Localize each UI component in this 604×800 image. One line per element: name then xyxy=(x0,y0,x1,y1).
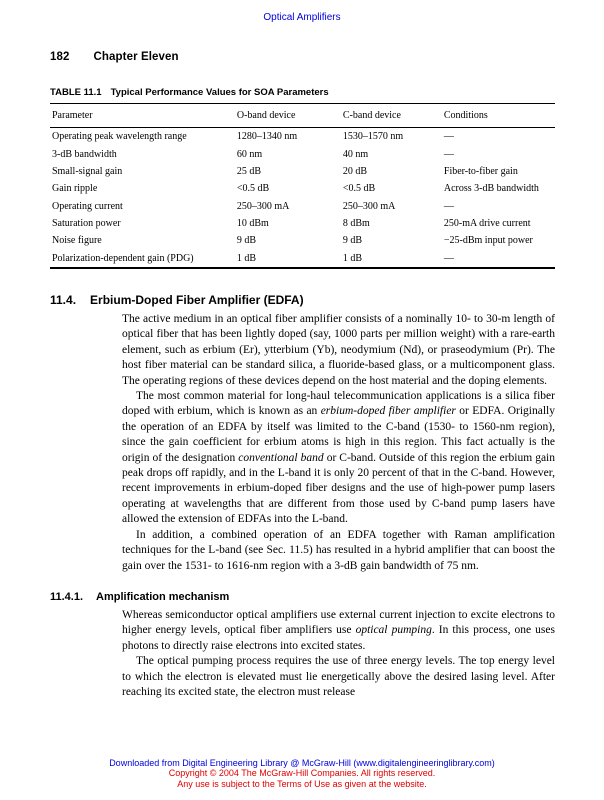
table-column-header: Conditions xyxy=(444,104,555,128)
text-run: The optical pumping process requires the use of three energy levels. The top energy level to which the electron is elevated must lie energetically above the desired lasing level. After reaching its excited state, the electron must release xyxy=(122,655,555,698)
soa-parameters-table xyxy=(50,103,555,269)
text-run: In addition, a combined operation of an EDFA together with Raman amplification techniques for the L-band (see Sec. 11.5) has resulted in a hybrid amplifier that can boost the gain over the 1531- to 1616-nm region with a 3-dB gain bandwidth of 75 nm. xyxy=(122,528,555,572)
footer-copyright-notice: Copyright © 2004 The McGraw-Hill Companies. All rights reserved. xyxy=(168,768,436,778)
subsection-title: Amplification mechanism xyxy=(96,590,230,603)
table-cell: 9 dB xyxy=(236,235,257,247)
subsection-body xyxy=(122,608,555,700)
section-body xyxy=(122,312,555,574)
table-body xyxy=(50,128,555,269)
table-cell: — xyxy=(443,131,454,143)
table-cell: 60 nm xyxy=(236,148,263,160)
subsection-number: 11.4.1. xyxy=(50,590,84,603)
table-row xyxy=(50,145,555,162)
text-run: or EDFA. Originally the operation of an EDFA by itself was limited to the C-band (1530- to 1560-nm region), since the gain coefficient for erbium atoms is high in this region. This fact actually is the origin of the designation xyxy=(122,405,556,464)
table-cell: 250–300 mA xyxy=(236,200,290,212)
text-run: or C-band. Outside of this region the erbium gain peak drops off rapidly, and in the L-band it is only 20 percent of that in the C-band. However, recent improvements in erbium-doped fiber designs and the use of high-power pump lasers operating at wavelengths that are different from those used by C-band pump lasers have allowed the extension of EDFAs into the L-band. xyxy=(122,451,555,526)
table-cell: 1530–1570 nm xyxy=(342,131,404,143)
table-cell: Gain ripple xyxy=(52,183,98,195)
body-paragraph xyxy=(122,389,555,528)
table-cell: 1 dB xyxy=(236,252,257,264)
table-caption-title: Typical Performance Values for SOA Parameters xyxy=(110,87,329,98)
text-run: The active medium in an optical fiber amplifier consists of a nominally 10- to 30-m length of optical fiber that has been lightly doped (say, 1000 parts per million weight) with a rare-earth element, such as erbium (Er), ytterbium (Yb), neodymium (Nd), or praseodymium (Pr). The host fiber material can be standard silica, a fluoride-based glass, or a multicomponent glass. The operating regions of these devices depend on the host material and the doping elements. xyxy=(122,313,555,387)
table-cell: 40 nm xyxy=(342,148,369,160)
table-row xyxy=(50,232,555,249)
body-paragraph xyxy=(122,608,555,654)
table-cell: Fiber-to-fiber gain xyxy=(443,165,518,177)
table-cell: — xyxy=(443,200,454,212)
table-row xyxy=(50,180,555,197)
table-cell: 8 dBm xyxy=(342,218,370,230)
body-paragraph xyxy=(122,528,555,574)
section-title: Erbium-Doped Fiber Amplifier (EDFA) xyxy=(90,293,304,307)
table-column-header: O-band device xyxy=(237,104,343,128)
table-caption-label: TABLE 11.1 xyxy=(50,87,102,98)
text-run: . In this process, one uses photons to directly raise electrons into excited states. xyxy=(122,624,555,652)
section-heading-11-4 xyxy=(50,293,555,307)
table-cell: — xyxy=(443,148,454,160)
table-cell: 9 dB xyxy=(342,235,363,247)
footer-download-link[interactable]: Downloaded from Digital Engineering Library @ McGraw-Hill (www.digitalengineeringlibrary.com) xyxy=(109,757,495,768)
table-row xyxy=(50,163,555,180)
table-row xyxy=(50,128,555,146)
page-content xyxy=(0,51,604,700)
table-column-header: Parameter xyxy=(50,104,237,128)
text-run: The most common material for long-haul telecommunication applications is a silica fiber doped with erbium, which is known as an xyxy=(122,390,555,418)
running-head: Optical Amplifiers xyxy=(263,12,341,23)
emphasized-text: conventional band xyxy=(238,451,324,464)
subsection-heading-11-4-1 xyxy=(50,591,555,603)
table-cell: Operating current xyxy=(52,200,123,212)
body-paragraph xyxy=(122,312,555,389)
emphasized-text: erbium-doped fiber amplifier xyxy=(320,405,456,418)
table-cell: Polarization-dependent gain (PDG) xyxy=(52,252,194,264)
table-header-row xyxy=(50,104,555,128)
table-cell: 25 dB xyxy=(236,165,262,177)
table-row xyxy=(50,215,555,232)
footer-terms-notice: Any use is subject to the Terms of Use as given at the website. xyxy=(177,778,427,789)
table-row xyxy=(50,250,555,268)
table-column-header: C-band device xyxy=(343,104,444,128)
table-cell: 20 dB xyxy=(342,165,368,177)
section-number: 11.4. xyxy=(50,293,77,307)
chapter-header xyxy=(50,51,555,63)
table-caption xyxy=(50,87,555,98)
body-paragraph xyxy=(122,654,555,700)
table-cell: Operating peak wavelength range xyxy=(52,131,187,143)
table-cell: 10 dBm xyxy=(236,218,269,230)
footer-stamp xyxy=(0,758,604,790)
table-head xyxy=(50,104,555,128)
table-cell: 1 dB xyxy=(342,252,363,264)
table-cell: <0.5 dB xyxy=(236,183,270,195)
table-cell: 3-dB bandwidth xyxy=(52,148,117,160)
table-cell: Noise figure xyxy=(52,235,102,247)
table-cell: <0.5 dB xyxy=(342,183,376,195)
table-cell: Small-signal gain xyxy=(52,165,123,177)
page-number: 182 xyxy=(50,51,70,63)
table-cell: 250–300 mA xyxy=(342,200,396,212)
table-cell: — xyxy=(443,252,454,264)
chapter-title: Chapter Eleven xyxy=(93,51,179,63)
table-row xyxy=(50,198,555,215)
table-cell: 250-mA drive current xyxy=(443,218,531,230)
table-cell: −25-dBm input power xyxy=(443,235,533,247)
table-cell: Saturation power xyxy=(52,218,121,230)
text-run: Whereas semiconductor optical amplifiers use external current injection to excite electrons to higher energy levels, optical fiber amplifiers use xyxy=(122,608,555,637)
table-cell: 1280–1340 nm xyxy=(236,131,298,143)
emphasized-text: optical pumping xyxy=(355,624,432,637)
table-cell: Across 3-dB bandwidth xyxy=(443,183,539,195)
